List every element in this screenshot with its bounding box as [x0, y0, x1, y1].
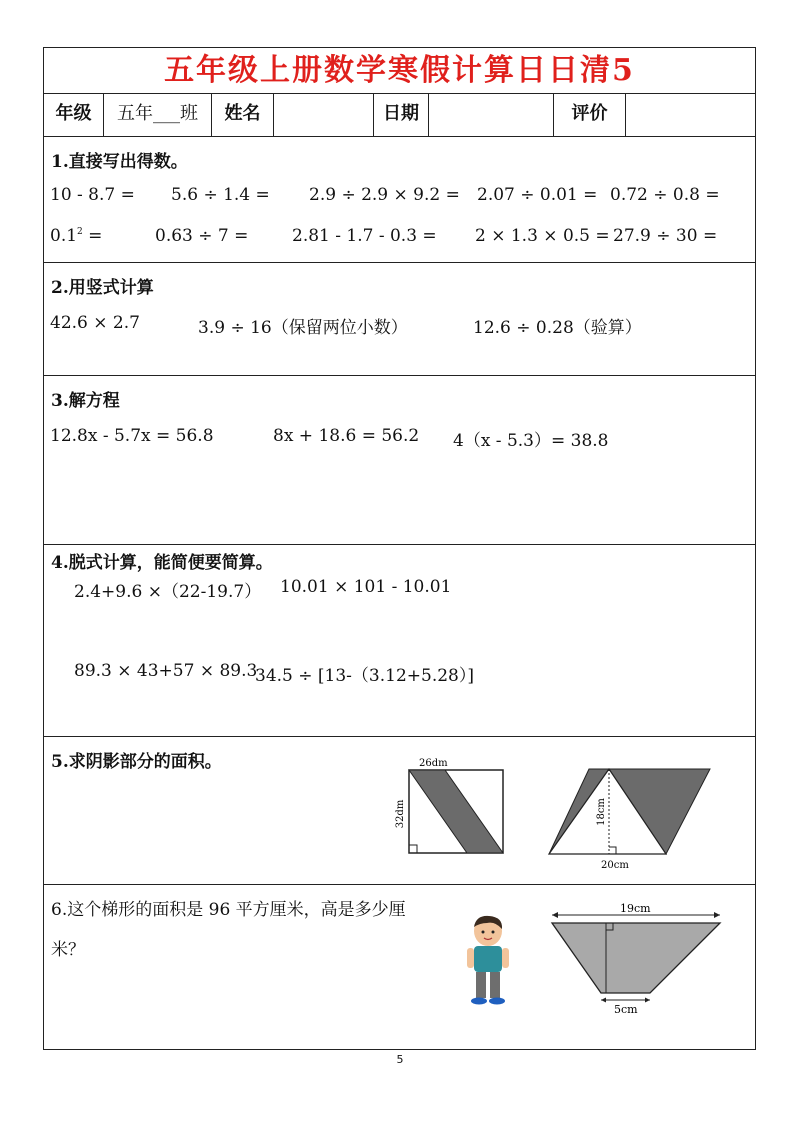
problem: 5.6 ÷ 1.4 = — [171, 185, 270, 205]
problem-base: 0.1 — [50, 226, 78, 246]
section-vertical-calc — [44, 263, 755, 376]
problem-eq: = — [82, 226, 103, 246]
trapezoid-bottom-label: 5cm — [614, 1003, 638, 1016]
arrow-right — [645, 998, 650, 1003]
problem: 8x + 18.6 = 56.2 — [273, 426, 420, 446]
boy-arm — [502, 948, 509, 968]
fig2-height-label: 18cm — [596, 798, 607, 826]
problem: 2.9 ÷ 2.9 × 9.2 = — [309, 185, 460, 205]
problem: 3.9 ÷ 16（保留两位小数） — [198, 318, 408, 338]
fig1-side-label: 32dm — [395, 799, 406, 829]
problem: 10.01 × 101 - 10.01 — [280, 577, 452, 597]
page-number: 5 — [396, 1053, 404, 1066]
grade-suffix: 班 — [180, 103, 198, 124]
fig1-top-label: 26dm — [419, 758, 448, 769]
problem: 10 - 8.7 = — [50, 185, 135, 205]
boy-arm — [467, 948, 474, 968]
grade-value — [104, 94, 212, 136]
problem-exponent: 2 — [77, 227, 83, 237]
boy-shoe — [489, 998, 505, 1005]
problem: 89.3 × 43+57 × 89.3 — [74, 661, 258, 681]
boy-shirt — [474, 946, 502, 972]
problem: 12.8x - 5.7x = 56.8 — [50, 426, 214, 446]
section-title: 3.解方程 — [51, 391, 120, 411]
section-title: 1.直接写出得数。 — [51, 152, 188, 172]
problem: 2.81 - 1.7 - 0.3 = — [292, 226, 437, 246]
fig2-base-label: 20cm — [601, 860, 629, 871]
info-row — [44, 94, 755, 137]
problem: 27.9 ÷ 30 = — [613, 226, 718, 246]
question-line-1: 6.这个梯形的面积是 96 平方厘米，高是多少厘 — [51, 900, 406, 920]
problem: 34.5 ÷ [13-（3.12+5.28）] — [255, 666, 474, 686]
problem: 0.72 ÷ 0.8 = — [610, 185, 720, 205]
shaded-parallelogram — [409, 770, 503, 853]
right-angle-mark — [409, 845, 417, 853]
grade-prefix: 五年 — [117, 103, 153, 124]
parallelogram-figure — [389, 752, 519, 860]
grade-blank: ___ — [153, 103, 180, 124]
problem: 4（x - 5.3）= 38.8 — [453, 431, 609, 451]
problem: 2 × 1.3 × 0.5 = — [475, 226, 610, 246]
problem — [50, 226, 102, 246]
arrow-left — [601, 998, 606, 1003]
worksheet — [43, 47, 756, 1050]
problem: 42.6 × 2.7 — [50, 313, 140, 333]
date-field[interactable] — [428, 94, 554, 136]
trapezoid-top-label: 19cm — [620, 903, 651, 915]
section-title: 4.脱式计算，能简便要简算。 — [51, 553, 273, 573]
eval-label: 评价 — [554, 94, 626, 136]
section-title: 2.用竖式计算 — [51, 278, 154, 298]
trapezoid-figure — [544, 903, 729, 1023]
boy-shoe — [471, 998, 487, 1005]
section-shaded-area — [44, 737, 755, 885]
page-title: 五年级上册数学寒假计算日日清5 — [44, 48, 755, 94]
boy-eye — [492, 931, 495, 934]
triangle-figure — [546, 762, 718, 872]
grade-label: 年级 — [44, 94, 104, 136]
arrow-right — [714, 912, 720, 918]
problem: 2.07 ÷ 0.01 = — [477, 185, 598, 205]
boy-leg — [476, 972, 486, 998]
section-title: 5.求阴影部分的面积。 — [51, 752, 222, 772]
name-label: 姓名 — [212, 94, 274, 136]
boy-figure — [462, 915, 514, 1007]
boy-eye — [482, 931, 485, 934]
question-line-2: 米？ — [51, 940, 85, 960]
section-trapezoid — [44, 885, 755, 1051]
section-stepwise — [44, 545, 755, 737]
date-label: 日期 — [383, 103, 419, 124]
trapezoid-shape — [552, 923, 720, 993]
eval-field[interactable] — [626, 94, 754, 136]
boy-leg — [490, 972, 500, 998]
problem: 12.6 ÷ 0.28（验算） — [473, 318, 642, 338]
section-direct-answers — [44, 137, 755, 263]
problem: 2.4+9.6 ×（22-19.7） — [74, 582, 262, 602]
section-equations — [44, 376, 755, 545]
name-field[interactable] — [274, 94, 374, 136]
problem: 0.63 ÷ 7 = — [155, 226, 249, 246]
arrow-left — [552, 912, 558, 918]
